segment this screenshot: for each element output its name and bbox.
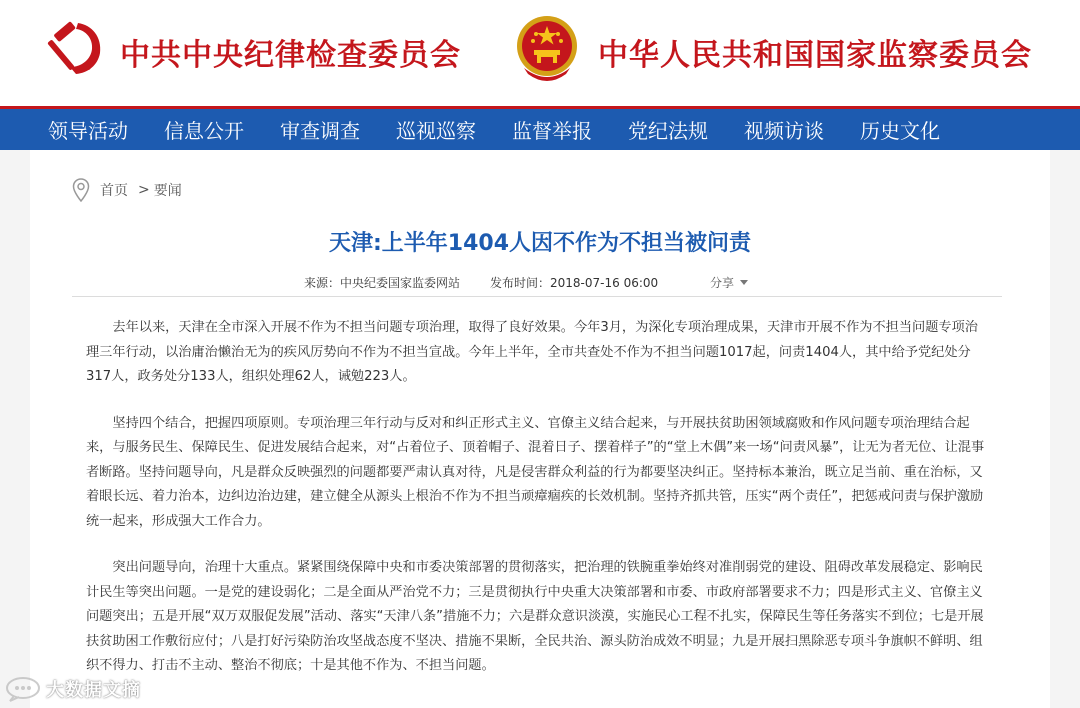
title-divider xyxy=(72,296,1002,297)
cpc-ccdi-title[interactable]: 中共中央纪律检查委员会 xyxy=(120,38,461,73)
national-emblem-icon xyxy=(514,12,580,84)
nav-item-report[interactable]: 监督举报 xyxy=(512,119,592,143)
article-paragraph: 去年以来，天津在全市深入开展不作为不担当问题专项治理，取得了良好效果。今年3月，为深化专项治理成果，天津市开展不作为不担当问题专项治理三年行动，以治庸治懒治无为的疾风厉势向不作为不担当宣战。今年上半年，全市共查处不作为不担当问题1017起，问责1404人，其中给予党纪处分317人，政务处分133人，组织处理62人，诫勉223人。 xyxy=(86,320,978,384)
hammer-sickle-icon xyxy=(44,17,106,79)
watermark-text: 大数据文摘 xyxy=(46,680,141,701)
article-meta xyxy=(304,274,658,291)
share-dropdown[interactable] xyxy=(710,274,748,291)
chevron-down-icon xyxy=(740,280,748,285)
nav-item-history[interactable]: 历史文化 xyxy=(860,119,940,143)
article-title: 天津:上半年1404人因不作为不担当被问责 xyxy=(328,231,752,256)
nav-item-regulations[interactable]: 党纪法规 xyxy=(628,119,708,143)
article-date: 发布时间：2018-07-16 06:00 xyxy=(490,276,659,290)
breadcrumb-current-link[interactable]: 要闻 xyxy=(153,183,182,199)
nav-item-disclosure[interactable]: 信息公开 xyxy=(164,119,244,143)
watermark xyxy=(4,676,141,702)
breadcrumb-separator: > xyxy=(138,182,150,198)
nav-item-inspection[interactable]: 巡视巡察 xyxy=(396,119,476,143)
site-header xyxy=(0,0,1080,106)
article-body xyxy=(86,316,990,701)
main-nav xyxy=(0,106,1080,150)
location-pin-icon xyxy=(72,178,90,202)
article-paragraph: 坚持四个结合，把握四项原则。专项治理三年行动与反对和纠正形式主义、官僚主义结合起来，与开展扶贫助困领域腐败和作风问题专项治理结合起来，与服务民生、保障民生、促进发展结合起来，对“占着位子、顶着帽子、混着日子、摆着样子”的“堂上木偶”来一场“问责风暴”，让无为者无位、让混事者断路。坚持问题导向，凡是群众反映强烈的问题都要严肃认真对待，凡是侵害群众利益的行为都要坚决纠正。坚持标本兼治，既立足当前、重在治标，又着眼长远、着力治本，边纠边治边建，建立健全从源头上根治不作为不担当顽瘴痼疾的长效机制。坚持齐抓共管，压实“两个责任”，把惩戒问责与保护激励统一起来，形成强大工作合力。 xyxy=(86,415,985,529)
share-label: 分享 xyxy=(710,276,735,290)
breadcrumb-home-link[interactable]: 首页 xyxy=(100,183,128,199)
nav-item-leadership[interactable]: 领导活动 xyxy=(48,119,128,143)
article-paragraph: 突出问题导向，治理十大重点。紧紧围绕保障中央和市委决策部署的贯彻落实，把治理的铁腕重拳始终对准削弱党的建设、阻碍改革发展稳定、影响民计民生等突出问题。一是党的建设弱化；二是全面从严治党不力；三是贯彻执行中央重大决策部署和市委、市政府部署要求不力；四是形式主义、官僚主义问题突出；五是开展“双万双服促发展”活动、落实“天津八条”措施不力；六是群众意识淡漠，实施民心工程不扎实，保障民生等任务落实不到位；七是开展扶贫助困工作敷衍应付；八是打好污染防治攻坚战态度不坚决、措施不果断，全民共治、源头防治成效不明显；九是开展扫黑除恶专项斗争旗帜不鲜明、组织不得力、打击不主动、整治不彻底；十是其他不作为、不担当问题。 xyxy=(86,560,984,673)
nav-item-video[interactable]: 视频访谈 xyxy=(744,119,824,143)
nav-items xyxy=(48,109,976,150)
speech-bubble-icon xyxy=(4,676,42,702)
breadcrumb xyxy=(72,178,182,202)
article-container xyxy=(30,150,1050,708)
article-source: 来源：中央纪委国家监委网站 xyxy=(304,276,461,290)
nsc-title[interactable]: 中华人民共和国国家监察委员会 xyxy=(598,38,1032,73)
nav-item-investigation[interactable]: 审查调查 xyxy=(280,119,360,143)
